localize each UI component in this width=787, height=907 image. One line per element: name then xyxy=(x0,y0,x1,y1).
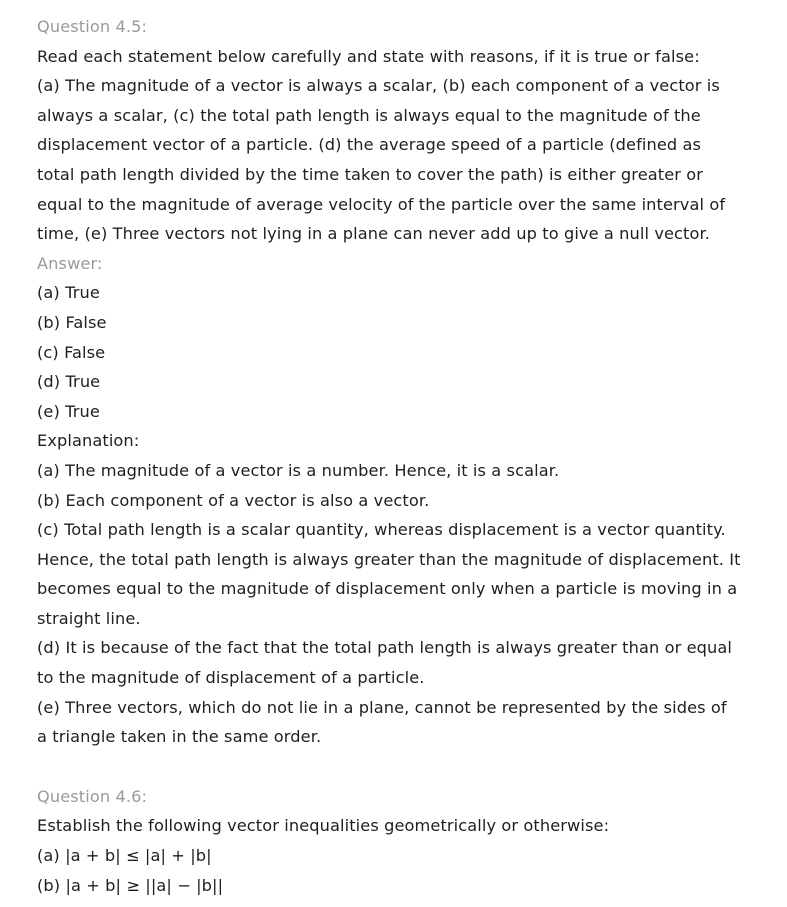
explanation-line: becomes equal to the magnitude of displacement only when a particle is moving in a xyxy=(37,579,738,599)
question-4-5-heading: Question 4.5: xyxy=(37,17,148,36)
statement-line: displacement vector of a particle. (d) the average speed of a particle (defined as xyxy=(37,135,702,155)
inequality-item: (a) |a + b| ≤ |a| + |b| xyxy=(37,846,212,866)
answer-label: Answer: xyxy=(37,253,103,273)
statement-line: total path length divided by the time taken to cover the path) is either greater or xyxy=(37,164,704,184)
inequality-item: (b) |a + b| ≥ ||a| − |b|| xyxy=(37,875,224,895)
explanation-label: Explanation: xyxy=(37,431,140,451)
answer-item: (b) False xyxy=(37,312,107,332)
answer-item: (d) True xyxy=(37,372,101,392)
explanation-line: (e) Three vectors, which do not lie in a plane, cannot be represented by the sides of xyxy=(37,697,727,717)
explanation-line: (c) Total path length is a scalar quantity, whereas displacement is a vector quantity. xyxy=(37,520,726,540)
answer-item: (a) True xyxy=(37,283,100,303)
explanation-line: straight line. xyxy=(37,608,141,628)
explanation-line: a triangle taken in the same order. xyxy=(37,727,322,747)
answer-list xyxy=(37,278,757,426)
answer-item: (e) True xyxy=(37,401,100,421)
explanation-line: to the magnitude of displacement of a particle. xyxy=(37,668,425,688)
question-4-5-statement xyxy=(37,42,757,249)
explanation-line: Hence, the total path length is always greater than the magnitude of displacement. It xyxy=(37,549,741,569)
section-spacer xyxy=(37,752,757,782)
statement-line: Read each statement below carefully and state with reasons, if it is true or false: xyxy=(37,46,700,66)
question-4-6-statement: Establish the following vector inequalities geometrically or otherwise: xyxy=(37,816,610,836)
explanation xyxy=(37,456,757,752)
explanation-line: (b) Each component of a vector is also a vector. xyxy=(37,490,430,510)
answer-item: (c) False xyxy=(37,342,106,362)
document-content xyxy=(37,12,757,900)
explanation-line: (a) The magnitude of a vector is a number. Hence, it is a scalar. xyxy=(37,460,560,480)
statement-line: time, (e) Three vectors not lying in a plane can never add up to give a null vector. xyxy=(37,224,711,244)
explanation-line: (d) It is because of the fact that the total path length is always greater than or equal xyxy=(37,638,733,658)
statement-line: always a scalar, (c) the total path length is always equal to the magnitude of the xyxy=(37,105,701,125)
question-4-6-heading: Question 4.6: xyxy=(37,786,148,806)
statement-line: (a) The magnitude of a vector is always a scalar, (b) each component of a vector is xyxy=(37,76,720,96)
statement-line: equal to the magnitude of average velocity of the particle over the same interval of xyxy=(37,194,726,214)
